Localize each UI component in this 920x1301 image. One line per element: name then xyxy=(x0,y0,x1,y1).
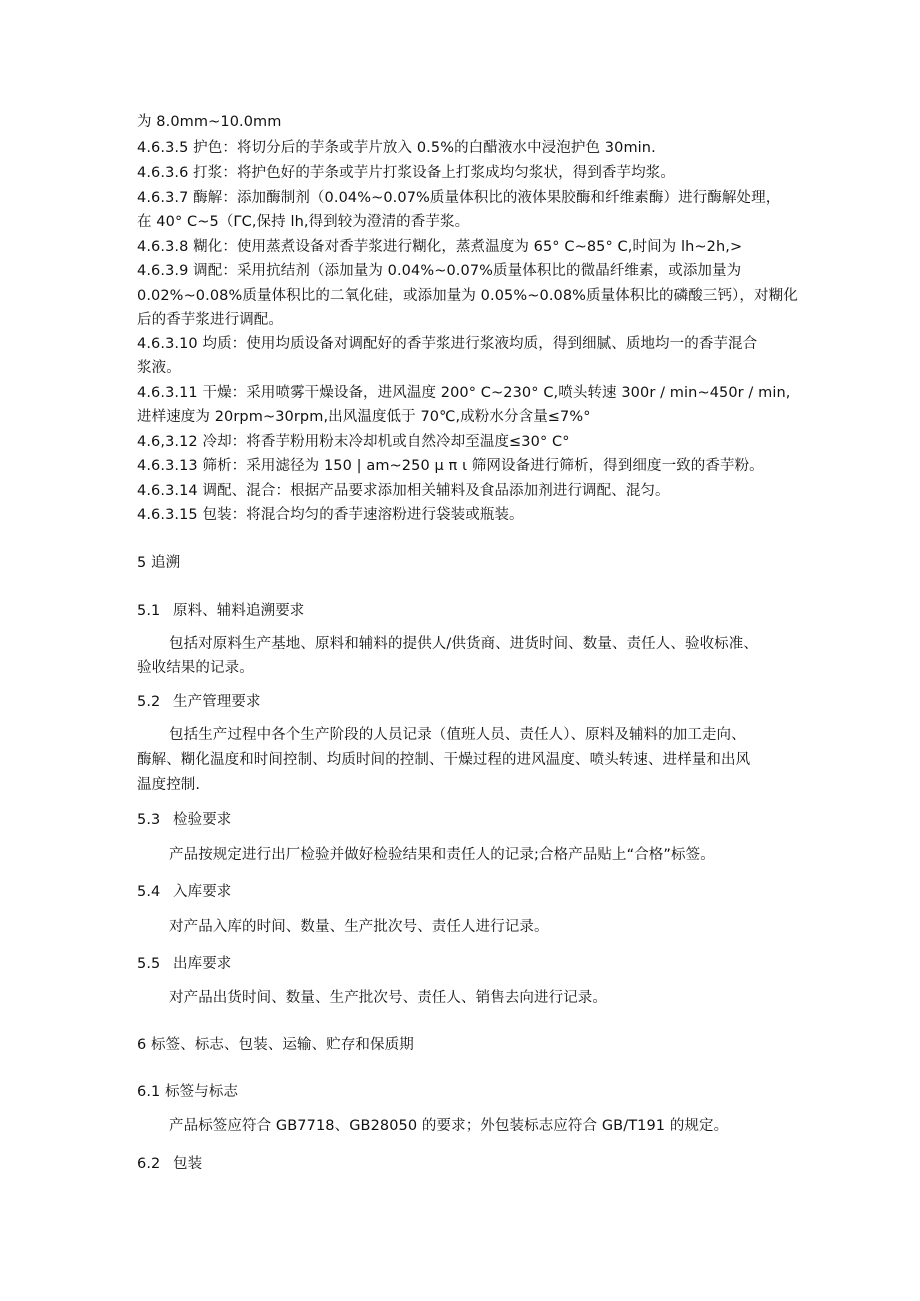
step-4-6-3-7-cont: 在 40° C~5（ΓC,保持 lh,得到较为澄清的香芋浆。 xyxy=(137,214,470,230)
section-number: 5.4 xyxy=(137,884,161,900)
section-5-3-heading xyxy=(137,810,797,830)
section-5-title: 5 追溯 xyxy=(137,555,181,571)
section-5-1-body-line: 验收结果的记录。 xyxy=(137,660,254,676)
section-5-2-body-line: 包括生产过程中各个生产阶段的人员记录（值班人员、责任人）、原料及辅料的加工走向、 xyxy=(169,727,746,743)
section-5-3-body: 产品按规定进行出厂检验并做好检验结果和责任人的记录;合格产品贴上“合格”标签。 xyxy=(169,847,715,863)
section-5-1-body-line: 包括对原料生产基地、原料和辅料的提供人/供货商、进货时间、数量、责任人、验收标准、 xyxy=(169,636,758,652)
step-4-6-3-7: 4.6.3.7 酶解：添加酶制剂（0.04%~0.07%质量体积比的液体果胶酶和纤维素酶）进行酶解处理， xyxy=(137,190,781,206)
section-number: 5.3 xyxy=(137,812,161,828)
step-4-6-3-5: 4.6.3.5 护色：将切分后的芋条或芋片放入 0.5%的白醋液水中浸泡护色 30min. xyxy=(137,140,656,156)
section-number: 6.2 xyxy=(137,1156,161,1172)
section-number: 5.2 xyxy=(137,694,161,710)
step-4-6-3-8: 4.6.3.8 糊化：使用蒸煮设备对香芋浆进行糊化，蒸煮温度为 65° C~85° C,时间为 lh~2h,> xyxy=(137,239,743,255)
step-4-6-3-15: 4.6.3.15 包装：将混合均匀的香芋速溶粉进行袋装或瓶装。 xyxy=(137,507,524,523)
step-4-6-3-10-cont: 浆液。 xyxy=(137,360,181,376)
section-5-5-body: 对产品出货时间、数量、生产批次号、责任人、销售去向进行记录。 xyxy=(169,990,607,1006)
step-4-6-3-12: 4.6,3.12 冷却：将香芋粉用粉末冷却机或自然冷却至温度≤30° C° xyxy=(137,434,570,450)
section-5-4-body: 对产品入库的时间、数量、生产批次号、责任人进行记录。 xyxy=(169,919,549,935)
section-5-2-heading xyxy=(137,692,797,712)
step-4-6-3-14: 4.6.3.14 调配、混合：根据产品要求添加相关辅料及食品添加剂进行调配、混匀。 xyxy=(137,483,670,499)
section-number: 5.5 xyxy=(137,956,161,972)
step-4-6-3-11: 4.6.3.11 干燥：采用喷雾干燥设备，进风温度 200° C~230° C,喷头转速 300r / min~450r / min, xyxy=(137,385,791,401)
step-4-6-3-6: 4.6.3.6 打浆：将护色好的芋条或芋片打浆设备上打浆成均匀浆状，得到香芋均浆。 xyxy=(137,165,675,181)
section-5-1-heading xyxy=(137,601,797,621)
section-6-title: 6 标签、标志、包装、运输、贮存和保质期 xyxy=(137,1037,414,1053)
section-title: 原料、辅料追溯要求 xyxy=(173,603,305,619)
step-4-6-3-9: 4.6.3.9 调配：采用抗结剂（添加量为 0.04%~0.07%质量体积比的微晶纤维素，或添加量为 xyxy=(137,263,742,279)
section-title: 包装 xyxy=(173,1156,203,1172)
section-title: 检验要求 xyxy=(173,812,232,828)
section-5-4-heading xyxy=(137,882,797,902)
step-4-6-3-9-cont1: 0.02%~0.08%质量体积比的二氧化硅，或添加量为 0.05%~0.08%质量体积比的磷酸三钙），对糊化 xyxy=(137,288,798,304)
step-4-6-3-13: 4.6.3.13 筛析：采用滤径为 150 | am~250 μ π ι 筛网设备进行筛析，得到细度一致的香芋粉。 xyxy=(137,458,764,474)
section-title: 入库要求 xyxy=(173,884,232,900)
section-title: 生产管理要求 xyxy=(173,694,261,710)
section-6-2-heading xyxy=(137,1154,797,1174)
section-6-1-heading: 6.1 标签与标志 xyxy=(137,1084,239,1100)
section-5-2-body-line: 温度控制. xyxy=(137,777,201,793)
section-title: 出库要求 xyxy=(173,956,232,972)
step-4-6-3-11-cont: 进样速度为 20rpm~30rpm,出风温度低于 70℃,成粉水分含量≤7%° xyxy=(137,409,591,425)
section-6-1-body: 产品标签应符合 GB7718、GB28050 的要求；外包装标志应符合 GB/T191 的规定。 xyxy=(169,1118,729,1134)
section-number: 5.1 xyxy=(137,603,161,619)
step-4-6-3-10: 4.6.3.10 均质：使用均质设备对调配好的香芋浆进行浆液均质，得到细腻、质地均一的香芋混合 xyxy=(137,336,758,352)
section-5-2-body-line: 酶解、糊化温度和时间控制、均质时间的控制、干燥过程的进风温度、喷头转速、进样量和出风 xyxy=(137,752,751,768)
section-5-5-heading xyxy=(137,954,797,974)
step-continuation-line: 为 8.0mm~10.0mm xyxy=(137,114,282,130)
step-4-6-3-9-cont2: 后的香芋浆进行调配。 xyxy=(137,312,283,328)
